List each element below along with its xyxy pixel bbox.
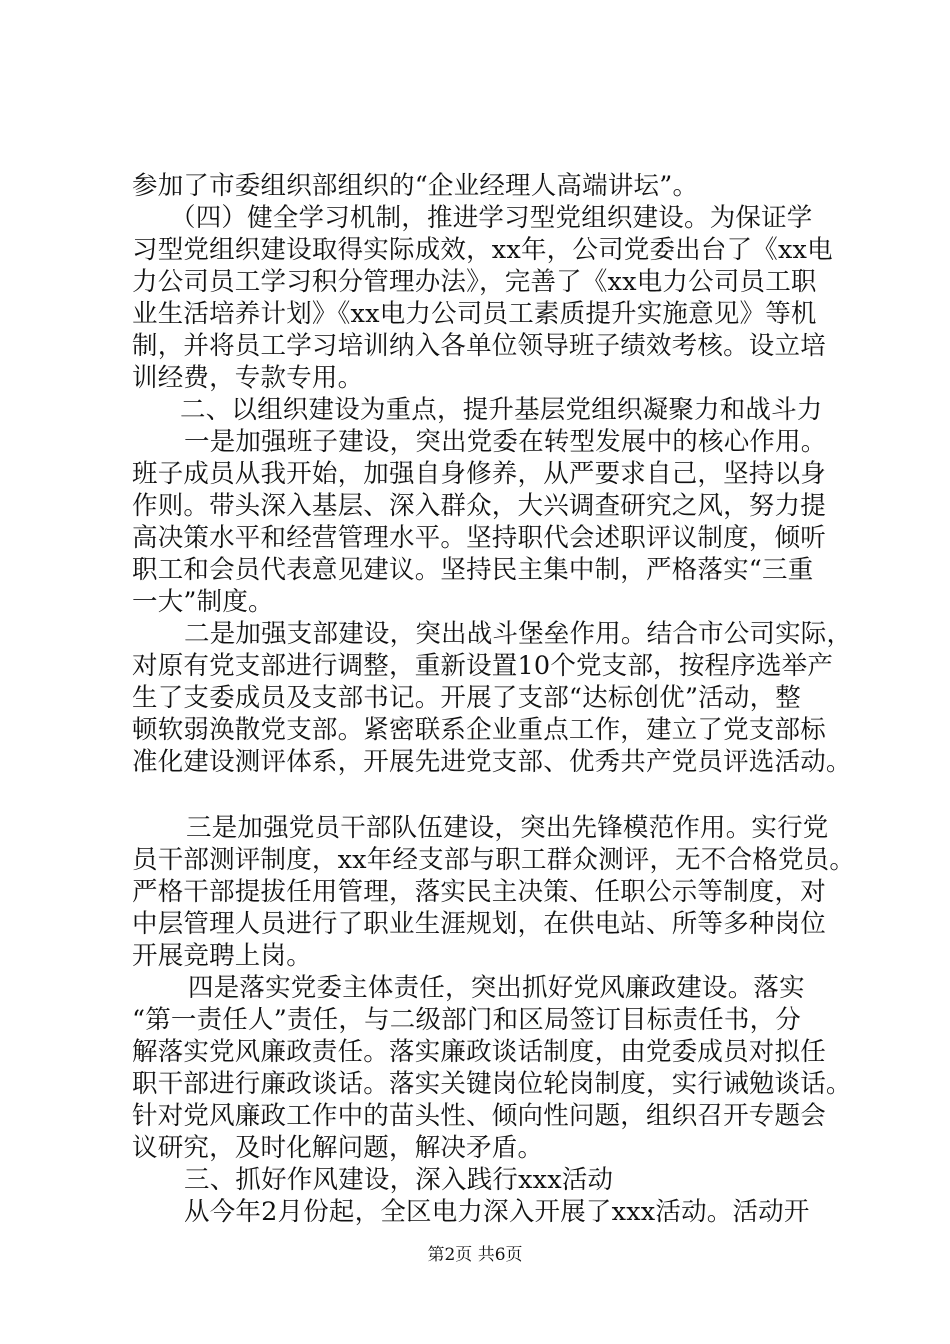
text-line: 制，并将员工学习培训纳入各单位领导班子绩效考核。设立培: [132, 331, 826, 361]
text-line: 生了支委成员及支部书记。开展了支部“达标创优”活动，整: [132, 683, 801, 713]
text-line: 习型党组织建设取得实际成效，xx年，公司党委出台了《xx电: [132, 235, 833, 265]
text-line: 职工和会员代表意见建议。坚持民主集中制，严格落实“三重: [132, 555, 814, 585]
text-line: 严格干部提拔任用管理，落实民主决策、任职公示等制度，对: [132, 877, 826, 907]
text-line: 顿软弱涣散党支部。紧密联系企业重点工作，建立了党支部标: [132, 715, 826, 745]
text-line: 一大”制度。: [132, 587, 274, 617]
text-line: 参加了市委组织部组织的“企业经理人高端讲坛”。: [132, 171, 699, 201]
text-line: 解落实党风廉政责任。落实廉政谈话制度，由党委成员对拟任: [132, 1037, 826, 1067]
text-line: （四）健全学习机制，推进学习型党组织建设。为保证学: [170, 203, 813, 233]
text-line: 准化建设测评体系，开展先进党支部、优秀共产党员评选活动。: [132, 747, 852, 777]
text-line: 班子成员从我开始，加强自身修养，从严要求自己，坚持以身: [132, 459, 826, 489]
text-line: 中层管理人员进行了职业生涯规划，在供电站、所等多种岗位: [132, 909, 826, 939]
text-line: 职干部进行廉政谈话。落实关键岗位轮岗制度，实行诫勉谈话。: [132, 1069, 852, 1099]
text-line: 训经费，专款专用。: [132, 363, 364, 393]
text-line: 开展竞聘上岗。: [132, 941, 312, 971]
text-line: 二是加强支部建设，突出战斗堡垒作用。结合市公司实际，: [184, 619, 853, 649]
text-line: 员干部测评制度，xx年经支部与职工群众测评，无不合格党员。: [132, 845, 856, 875]
text-line: 对原有党支部进行调整，重新设置10个党支部，按程序选举产: [132, 651, 834, 681]
text-line: 四是落实党委主体责任，突出抓好党风廉政建设。落实: [188, 973, 805, 1003]
text-line: 三是加强党员干部队伍建设，突出先锋模范作用。实行党: [186, 813, 829, 843]
text-line: 从今年2月份起，全区电力深入开展了xxx活动。活动开: [184, 1197, 810, 1227]
text-line: 一是加强班子建设，突出党委在转型发展中的核心作用。: [184, 427, 827, 457]
text-line: “第一责任人”责任，与二级部门和区局签订目标责任书，分: [132, 1005, 801, 1035]
text-line: 高决策水平和经营管理水平。坚持职代会述职评议制度，倾听: [132, 523, 826, 553]
text-line: 作则。带头深入基层、深入群众，大兴调查研究之风，努力提: [132, 491, 826, 521]
text-line: 议研究，及时化解问题，解决矛盾。: [132, 1133, 544, 1163]
text-line: 力公司员工学习积分管理办法》，完善了《xx电力公司员工职: [132, 267, 817, 297]
section-heading: 三、抓好作风建设，深入践行xxx活动: [184, 1165, 614, 1195]
page-number-footer: 第2页 共6页: [427, 1245, 523, 1265]
text-line: 业生活培养计划》《xx电力公司员工素质提升实施意见》等机: [132, 299, 817, 329]
text-line: 针对党风廉政工作中的苗头性、倾向性问题，组织召开专题会: [132, 1101, 826, 1131]
section-heading: 二、以组织建设为重点，提升基层党组织凝聚力和战斗力: [180, 395, 823, 425]
